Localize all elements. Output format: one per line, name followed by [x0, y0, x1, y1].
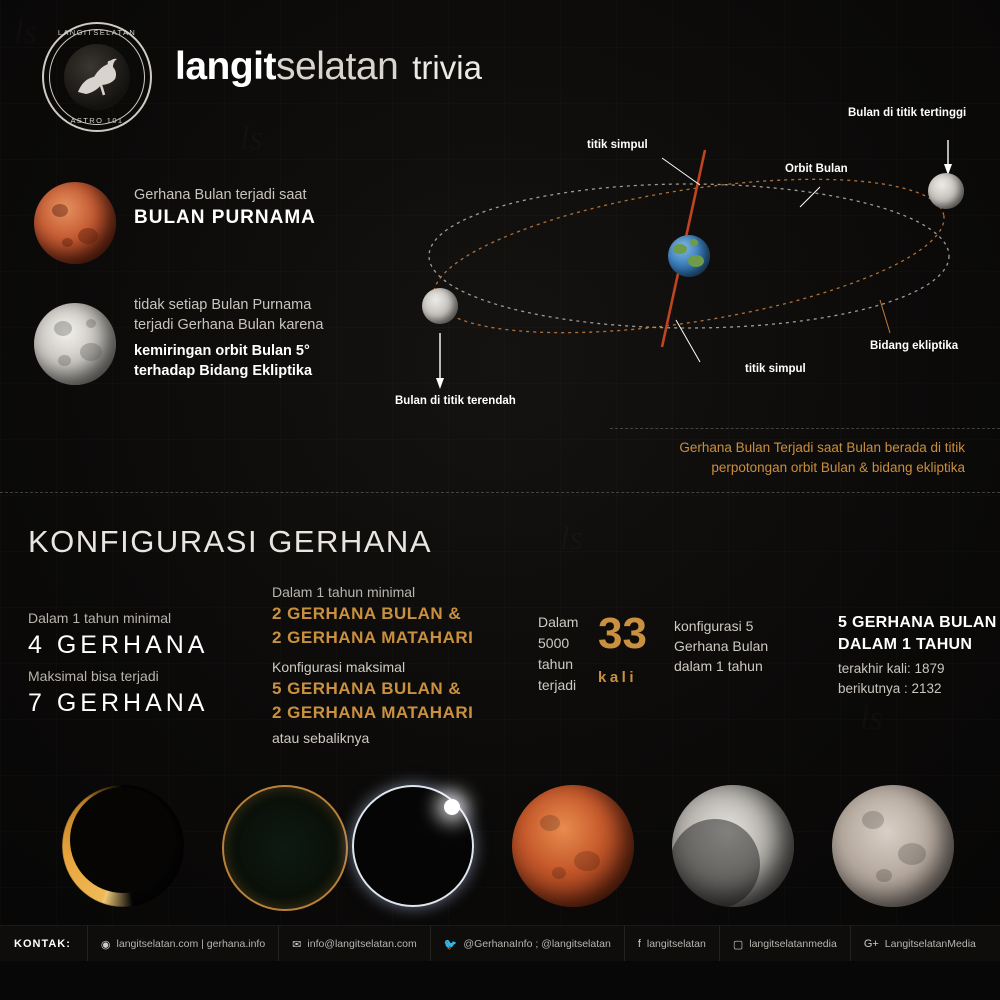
- diamond-ring-solar-eclipse-image: [352, 785, 474, 907]
- footer-googleplus-text: LangitselatanMedia: [884, 938, 976, 950]
- footer-twitter-text: @GerhanaInfo ; @langitselatan: [463, 938, 611, 950]
- instagram-icon: ▢: [732, 938, 744, 951]
- col3-trail3: dalam 1 tahun: [674, 658, 763, 674]
- footer-item-instagram[interactable]: [719, 926, 850, 962]
- footer-website-text: langitselatan.com | gerhana.info: [116, 938, 266, 950]
- label-titik-simpul-bottom: titik simpul: [745, 363, 806, 375]
- section-title-konfigurasi: KONFIGURASI GERHANA: [28, 524, 432, 559]
- footer-item-facebook[interactable]: [624, 926, 719, 962]
- partial-lunar-eclipse-image: [672, 785, 794, 907]
- rss-icon: ◉: [100, 938, 111, 951]
- col4-heading1: 5 GERHANA BULAN: [838, 614, 997, 631]
- column-eclipse-count: [28, 608, 243, 720]
- diagram-caption: [615, 438, 965, 478]
- blood-moon-image: [34, 182, 116, 264]
- full-moon-image: [34, 303, 116, 385]
- fact1-line1: Gerhana Bulan terjadi saat: [134, 187, 307, 203]
- footer-label: KONTAK:: [14, 938, 71, 950]
- bottom-bar: [0, 961, 1000, 1000]
- logo-bottom-text: ASTRO 101: [70, 116, 124, 125]
- earth-icon: [668, 235, 710, 277]
- watermark: [560, 520, 583, 558]
- moon-at-lowest-point-icon: [422, 288, 458, 324]
- column-5000-years-stat: [538, 612, 803, 696]
- penumbral-lunar-eclipse-image: [832, 785, 954, 907]
- mail-icon: ✉: [292, 938, 302, 951]
- label-bulan-terendah: Bulan di titik terendah: [395, 395, 516, 407]
- footer-instagram-text: langitselatanmedia: [749, 938, 837, 950]
- column-five-lunar-eclipses: [838, 612, 1000, 699]
- googleplus-icon: G+: [863, 938, 879, 950]
- brand-wordmark: [175, 45, 482, 95]
- col1-line1: Dalam 1 tahun minimal: [28, 610, 172, 626]
- col2-line6: 2 GERHANA MATAHARI: [272, 703, 474, 722]
- section-divider: [0, 492, 1000, 493]
- col3-trail2: Gerhana Bulan: [674, 638, 769, 654]
- contact-footer: [0, 925, 1000, 962]
- col4-sub2: berikutnya : 2132: [838, 681, 942, 696]
- footer-item-googleplus[interactable]: [850, 926, 989, 962]
- brand-suffix: trivia: [412, 49, 482, 86]
- lunar-orbit-diagram: [395, 95, 1000, 435]
- col2-line7: atau sebaliknya: [272, 730, 370, 746]
- col3-lead2: 5000: [538, 635, 570, 651]
- moon-at-highest-point-icon: [928, 173, 964, 209]
- total-lunar-eclipse-blood-moon-image: [512, 785, 634, 907]
- col3-lead3: tahun: [538, 656, 574, 672]
- watermark: [240, 120, 263, 158]
- fact1-line2: BULAN PURNAMA: [134, 207, 316, 228]
- annular-solar-eclipse-image: [62, 785, 184, 907]
- caption-line2: perpotongan orbit Bulan & bidang ekliptika: [711, 460, 965, 475]
- label-titik-simpul-top: titik simpul: [587, 139, 648, 151]
- col2-line3: 2 GERHANA MATAHARI: [272, 628, 474, 647]
- langitselatan-logo: [42, 22, 152, 132]
- total-solar-eclipse-dark-disk-image: [222, 785, 348, 911]
- stat-number-33: [598, 609, 668, 700]
- col1-line3: Maksimal bisa terjadi: [28, 668, 159, 684]
- col2-line5: 5 GERHANA BULAN &: [272, 679, 462, 698]
- stat-unit: kali: [598, 669, 638, 686]
- logo-top-text: LANGITSELATAN: [57, 28, 137, 37]
- col4-sub1: terakhir kali: 1879: [838, 661, 945, 676]
- footer-item-website[interactable]: [87, 926, 278, 962]
- fact2-line3: kemiringan orbit Bulan 5°: [134, 343, 310, 359]
- col1-line2: 4 GERHANA: [28, 631, 209, 659]
- col3-lead4: terjadi: [538, 677, 577, 693]
- col4-heading2: DALAM 1 TAHUN: [838, 636, 973, 653]
- col1-line4: 7 GERHANA: [28, 689, 209, 717]
- brand-light: selatan: [276, 45, 399, 88]
- col3-trail1: konfigurasi 5: [674, 618, 754, 634]
- fact2-line1: tidak setiap Bulan Purnama: [134, 297, 312, 313]
- label-bulan-tertinggi: Bulan di titik tertinggi: [848, 107, 967, 119]
- twitter-icon: 🐦: [443, 938, 458, 951]
- facebook-icon: f: [637, 938, 641, 950]
- col3-trailing-text: [674, 616, 794, 676]
- footer-email-text: info@langitselatan.com: [307, 938, 417, 950]
- caption-divider-top: [610, 428, 1000, 429]
- footer-facebook-text: langitselatan: [646, 938, 706, 950]
- fact-full-moon: [134, 185, 394, 231]
- col3-lead1: Dalam: [538, 614, 579, 630]
- fact-orbit-tilt: [134, 295, 409, 381]
- caption-line1: Gerhana Bulan Terjadi saat Bulan berada di titik: [679, 440, 965, 455]
- footer-item-twitter[interactable]: [430, 926, 624, 962]
- label-bidang-ekliptika: Bidang ekliptika: [870, 340, 959, 352]
- column-configuration-detail: [272, 582, 502, 748]
- stat-value: 33: [598, 609, 647, 658]
- col2-line2: 2 GERHANA BULAN &: [272, 604, 462, 623]
- col2-line4: Konfigurasi maksimal: [272, 659, 406, 675]
- watermark: [14, 14, 37, 52]
- centaur-icon: [70, 52, 124, 98]
- label-orbit-bulan: Orbit Bulan: [785, 163, 848, 175]
- watermark: [860, 700, 883, 738]
- footer-item-email[interactable]: [278, 926, 430, 962]
- eclipse-photo-strip: [0, 780, 1000, 920]
- fact2-line4: terhadap Bidang Ekliptika: [134, 363, 313, 379]
- fact2-line2: terjadi Gerhana Bulan karena: [134, 317, 324, 333]
- col2-line1: Dalam 1 tahun minimal: [272, 584, 416, 600]
- brand-bold: langit: [175, 45, 276, 88]
